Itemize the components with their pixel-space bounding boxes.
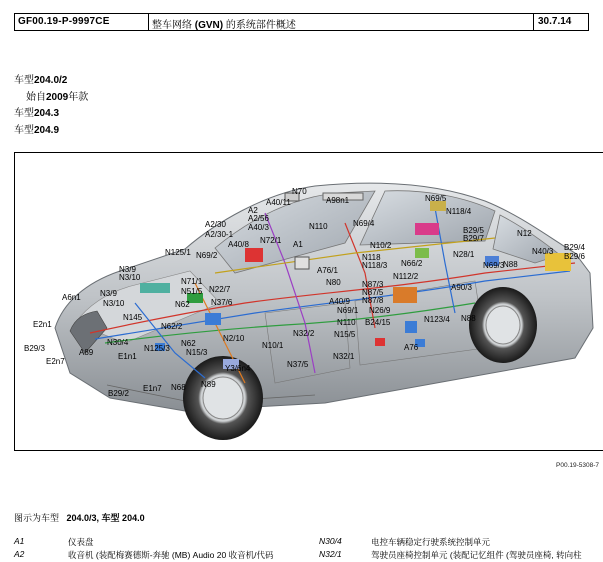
- legend-desc: 驾驶员座椅控制单元 (装配记忆组件 (驾驶员座椅, 转向柱: [371, 550, 582, 560]
- model-year-line: 始自2009年款: [26, 91, 89, 103]
- callout-label: N2/10: [223, 334, 245, 343]
- callout-label: N69/2: [196, 251, 218, 260]
- legend-code: A1: [14, 536, 25, 546]
- callout-label: N68: [171, 383, 186, 392]
- callout-label: N69/1: [337, 306, 359, 315]
- callout-label: B29/7: [463, 234, 484, 243]
- callout-label: A40/9: [329, 297, 350, 306]
- callout-label: N37/6: [211, 298, 233, 307]
- callout-label: A76: [404, 343, 419, 352]
- callout-label: N10/2: [370, 241, 392, 250]
- callout-label: N89: [201, 380, 216, 389]
- legend-code: A2: [14, 549, 25, 559]
- callout-label: N125/3: [144, 344, 170, 353]
- callout-label: N70: [292, 187, 307, 196]
- callout-label: N30/4: [107, 338, 129, 347]
- document-date: 30.7.14: [538, 16, 572, 27]
- callout-label: E2n1: [33, 320, 52, 329]
- callout-label: B24/15: [365, 318, 391, 327]
- vehicle-network-figure: [14, 152, 603, 451]
- callout-label: E1n7: [143, 384, 162, 393]
- callout-label: A40/11: [266, 198, 291, 207]
- callout-label: N26/9: [369, 306, 391, 315]
- callout-label: A6n1: [62, 293, 81, 302]
- callout-label: A40/8: [228, 240, 249, 249]
- model-line: 车型204.0/2: [14, 75, 68, 86]
- callout-label: N118/4: [446, 207, 472, 216]
- callout-label: N118: [362, 253, 381, 262]
- callout-label: N80: [326, 278, 341, 287]
- callout-label: A40/3: [248, 223, 269, 232]
- callout-label: N3/9: [100, 289, 117, 298]
- callout-label: N87/8: [362, 296, 384, 305]
- callout-label: B29/3: [24, 344, 45, 353]
- callout-label: N88: [461, 314, 476, 323]
- callout-label: A2: [248, 206, 258, 215]
- callout-label: B29/4: [564, 243, 585, 252]
- figure-caption: 图示为车型 204.0/3, 车型 204.0: [14, 513, 145, 523]
- callout-label: N87/5: [362, 288, 384, 297]
- callout-label: N12: [517, 229, 532, 238]
- model-line: 车型204.9: [14, 124, 60, 136]
- callout-label: N62: [175, 300, 190, 309]
- callout-label: N15/3: [186, 348, 208, 357]
- callout-label: N3/10: [119, 273, 141, 282]
- legend-desc: 收音机 (装配梅赛德斯-奔驰 (MB) Audio 20 收音机/代码: [68, 550, 274, 560]
- callout-label: A90/3: [451, 283, 472, 292]
- callout-label: N10/1: [262, 341, 284, 350]
- callout-label: N72/1: [260, 236, 282, 245]
- callout-label: N32/1: [333, 352, 355, 361]
- callout-label: E1n1: [118, 352, 137, 361]
- callout-label: A1: [293, 240, 303, 249]
- callout-label: N32/2: [293, 329, 315, 338]
- callout-label: N22/7: [209, 285, 231, 294]
- callout-label: N51/5: [181, 287, 203, 296]
- document-number: GF00.19-P-9997CE: [15, 14, 149, 30]
- callout-label: E2n7: [46, 357, 65, 366]
- callout-label: N69/3: [483, 261, 505, 270]
- callout-label: N112/2: [393, 272, 419, 281]
- callout-label: N3/9: [119, 265, 136, 274]
- callout-label: A2/30: [205, 220, 226, 229]
- legend-code: N30/4: [319, 536, 342, 546]
- callout-label: N69/5: [425, 194, 447, 203]
- callout-label: Y3/6n4: [225, 364, 251, 373]
- callout-label: N110: [337, 318, 356, 327]
- callout-label: N15/5: [334, 330, 356, 339]
- legend-desc: 电控车辆稳定行驶系统控制单元: [371, 537, 491, 547]
- callout-label: A89: [79, 348, 94, 357]
- callout-label: N71/1: [181, 277, 203, 286]
- figure-id: P00.19-5308-7: [556, 462, 600, 469]
- callout-label: N28/1: [453, 250, 475, 259]
- callout-label: N145: [123, 313, 143, 322]
- callout-label: N62: [181, 339, 196, 348]
- callout-label: B29/5: [463, 226, 484, 235]
- callout-label: N88: [503, 260, 518, 269]
- callout-label: N87/3: [362, 280, 384, 289]
- callout-label: N62/2: [161, 322, 183, 331]
- callout-label: N125/1: [165, 248, 191, 257]
- callout-label: N118/3: [362, 261, 388, 270]
- legend-row: [14, 536, 603, 549]
- document-header: [14, 13, 589, 31]
- legend-row: [14, 549, 603, 562]
- callout-label: A2/56: [248, 214, 269, 223]
- vehicle-illustration: [15, 153, 603, 451]
- callout-label: N37/5: [287, 360, 309, 369]
- callout-label: A98n1: [326, 196, 350, 205]
- callout-label: A76/1: [317, 266, 338, 275]
- callout-label: B29/2: [108, 389, 129, 398]
- legend-table: [14, 536, 603, 562]
- callout-label: N66/2: [401, 259, 423, 268]
- legend-code: N32/1: [319, 549, 342, 559]
- legend-desc: 仪表盘: [68, 537, 94, 547]
- callout-label: N40/3: [532, 247, 554, 256]
- model-line: 车型204.3: [14, 108, 60, 119]
- callout-label: N3/10: [103, 299, 125, 308]
- document-title: 整车网络 (GVN) 的系统部件概述: [149, 14, 534, 30]
- callout-label: A2/30-1: [205, 230, 234, 239]
- model-list: [14, 73, 88, 139]
- callout-label: N69/4: [353, 219, 375, 228]
- callout-label: N110: [309, 222, 328, 231]
- callout-label: N123/4: [424, 315, 450, 324]
- callout-label: B29/6: [564, 252, 585, 261]
